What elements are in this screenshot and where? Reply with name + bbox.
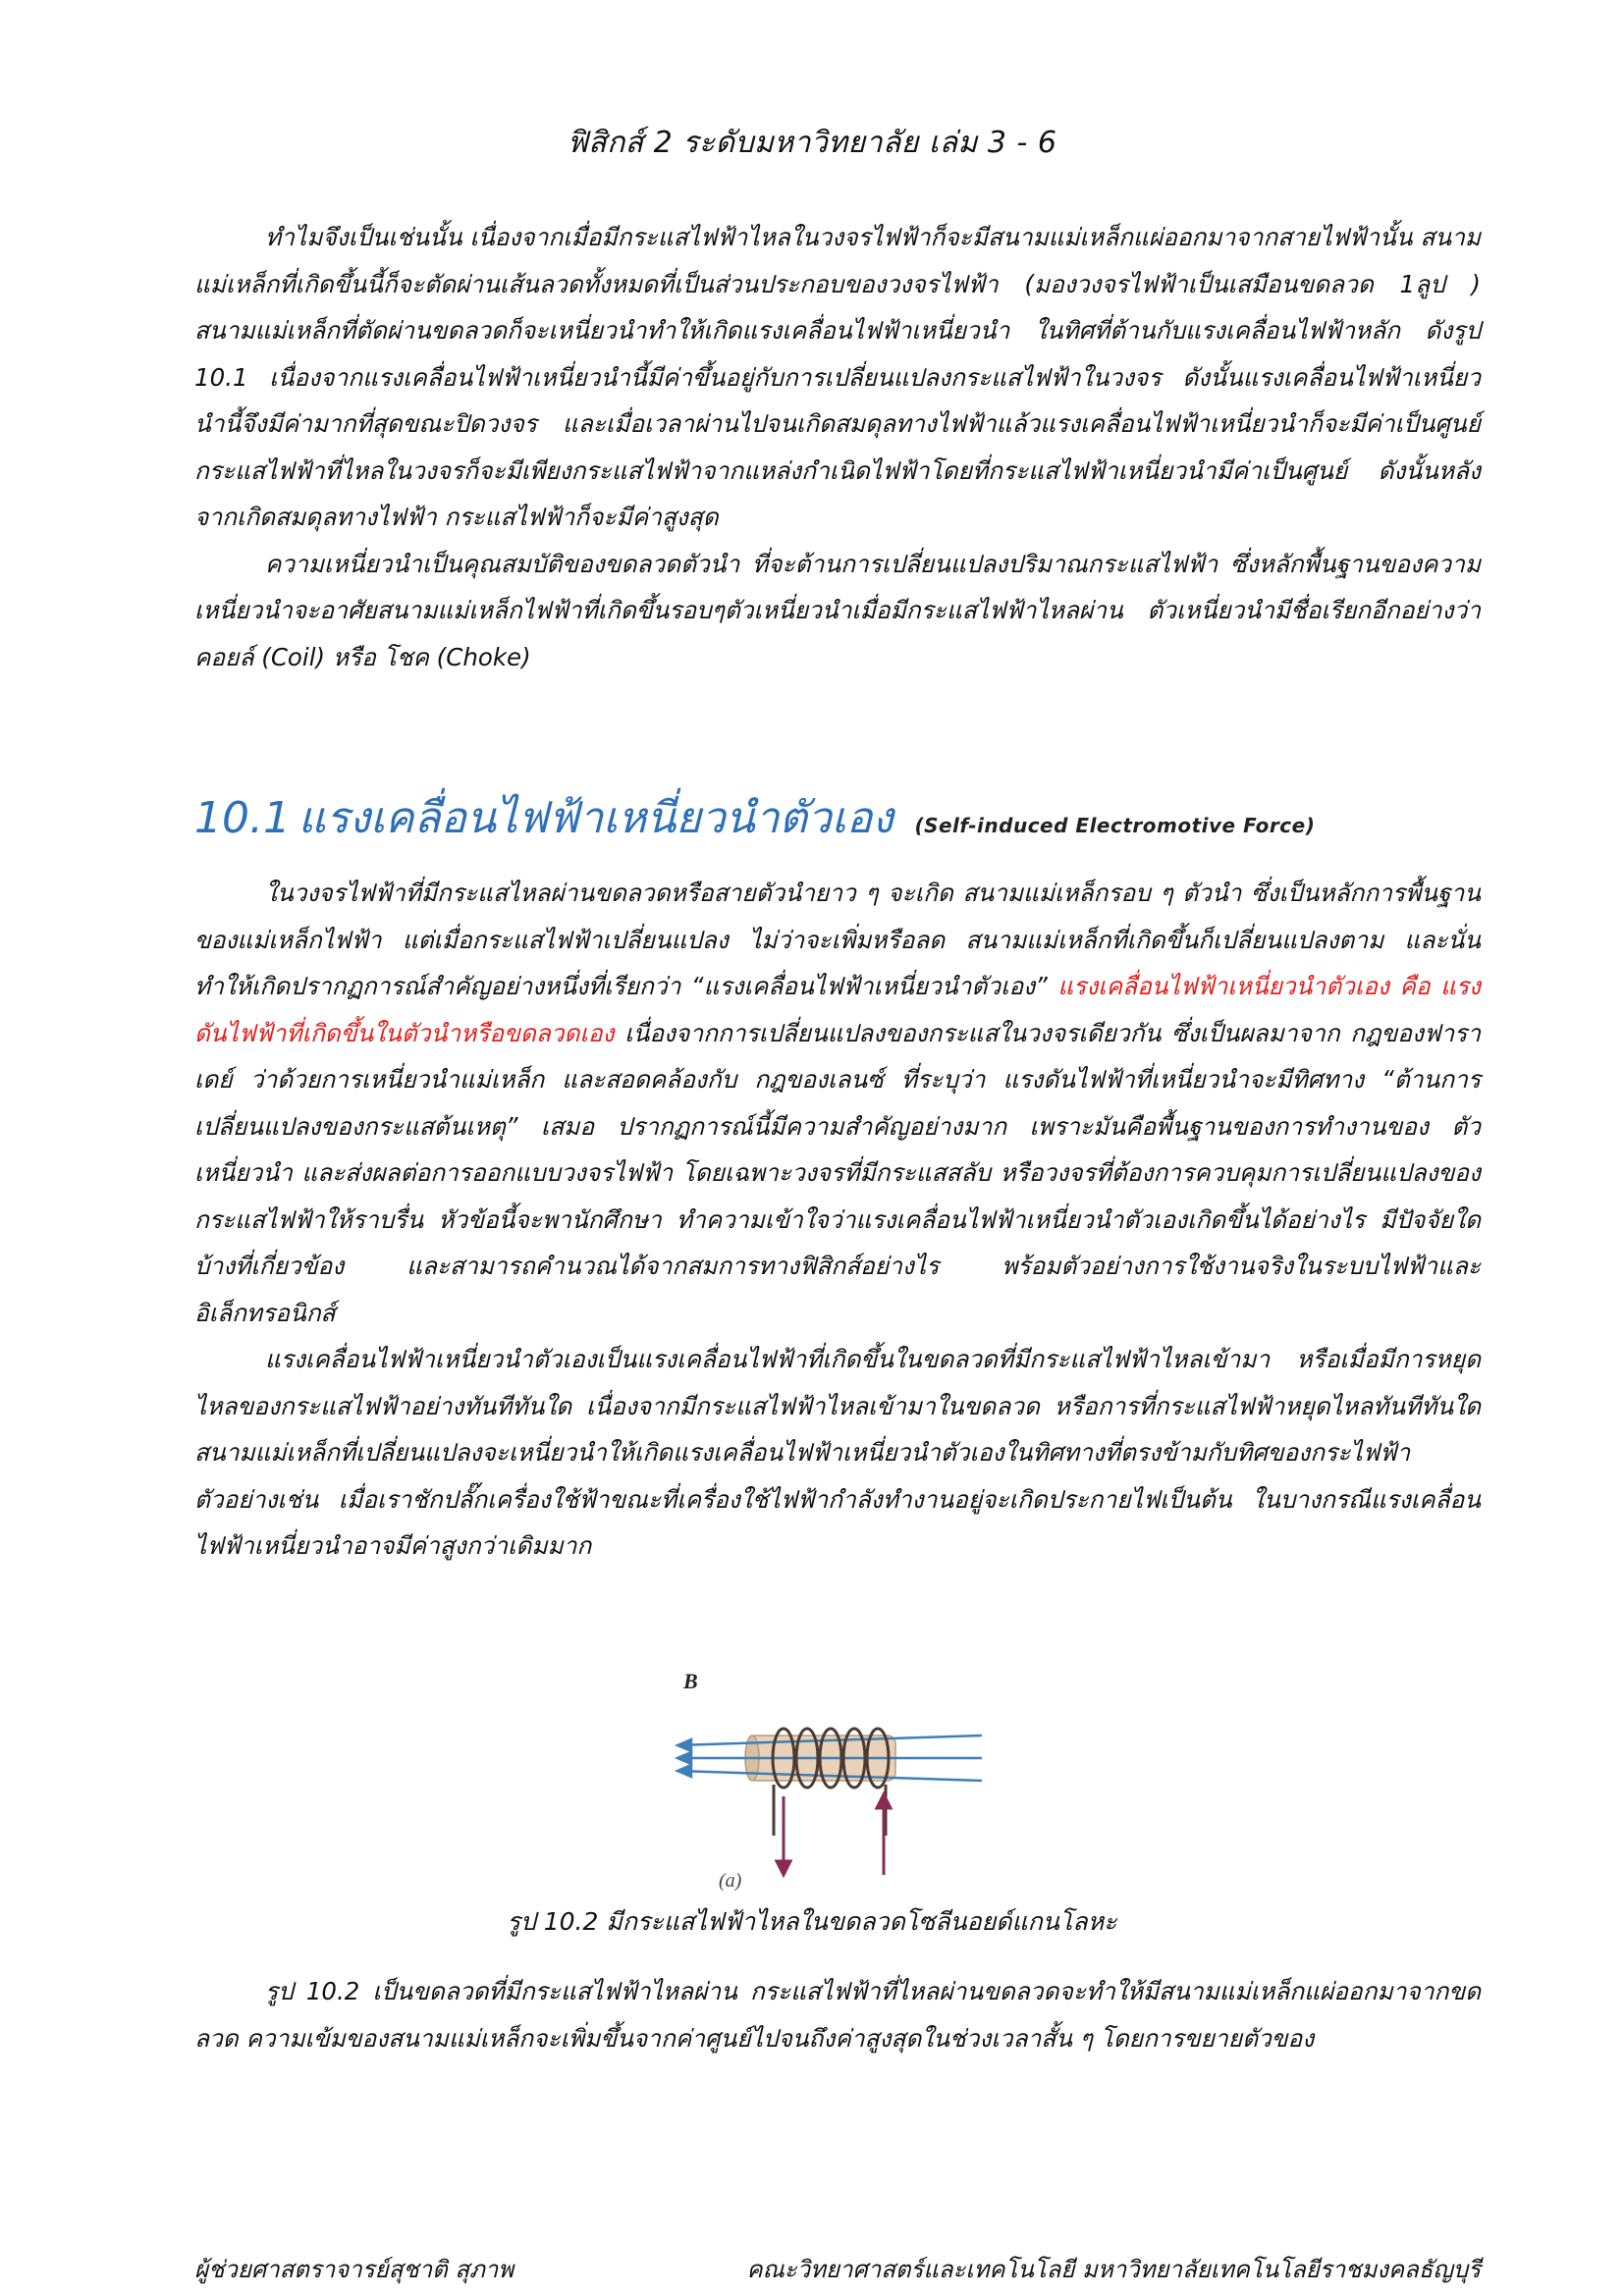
- current-arrows: [777, 1794, 891, 1875]
- body-block: [194, 870, 1481, 1570]
- arrow-left-icon: [677, 1752, 691, 1764]
- section-title: แรงเคลื่อนไฟฟ้าเหนี่ยวนำตัวเอง: [298, 793, 893, 843]
- footer-affiliation: คณะวิทยาศาสตร์และเทคโนโลยี มหาวิทยาลัยเทคโนโลยีราชมงคลธัญบุรี: [746, 2256, 1481, 2283]
- page-footer: [194, 2250, 1481, 2288]
- paragraph-text: ในวงจรไฟฟ้าที่มีกระแสไหลผ่านขดลวดหรือสายตัวนำยาว ๆ จะเกิด สนามแม่เหล็กรอบ ๆ ตัวนำ ซึ่งเป็นหลักการพื้นฐานของแม่เหล็กไฟฟ้า แต่เมื่อกระแสไฟฟ้าเปลี่ยนแปลง ไม่ว่าจะเพิ่มหรือลด สนามแม่เหล็กที่เกิดขึ้นก็เปลี่ยนแปลงตาม และนั่นทำให้เกิดปรากฏการณ์สำคัญอย่างหนึ่งที่เรียกว่า “แรงเคลื่อนไฟฟ้าเหนี่ยวนำตัวเอง”: [194, 879, 1481, 1000]
- paragraph: แรงเคลื่อนไฟฟ้าเหนี่ยวนำตัวเองเป็นแรงเคลื่อนไฟฟ้าที่เกิดขึ้นในขดลวดที่มีกระแสไฟฟ้าไหลเข้ามา หรือเมื่อมีการหยุดไหลของกระแสไฟฟ้าอย่างทันทีทันใด เนื่องจากมีกระแสไฟฟ้าไหลเข้ามาในขดลวด หรือการที่กระแสไฟฟ้าหยุดไหลทันทีทันใด สนามแม่เหล็กที่เปลี่ยนแปลงจะเหนี่ยวนำให้เกิดแรงเคลื่อนไฟฟ้าเหนี่ยวนำตัวเองในทิศทางที่ตรงข้ามกับทิศของกระไฟฟ้า ตัวอย่างเช่น เมื่อเราชักปลั๊กเครื่องใช้ฟ้าขณะที่เครื่องใช้ไฟฟ้ากำลังทำงานอยู่จะเกิดประกายไฟเป็นต้น ในบางกรณีแรงเคลื่อนไฟฟ้าเหนี่ยวนำอาจมีค่าสูงกว่าเดิมมาก: [194, 1345, 1481, 1560]
- arrow-left-icon: [677, 1765, 691, 1777]
- solenoid-figure: [658, 1669, 1051, 1899]
- paragraph: รูป 10.2 เป็นขดลวดที่มีกระแสไฟฟ้าไหลผ่าน กระแสไฟฟ้าที่ไหลผ่านขดลวดจะทำให้มีสนามแม่เหล็กแผ่ออกมาจากขดลวด ความเข้มของสนามแม่เหล็กจะเพิ่มขึ้นจากค่าศูนย์ไปจนถึงค่าสูงสุดในช่วงเวลาสั้น ๆ โดยการขยายตัวของ: [194, 1977, 1481, 2053]
- footer-author: ผู้ช่วยศาสตราจารย์สุชาติ สุภาพ: [194, 2256, 514, 2283]
- figure-label-b: B: [683, 1669, 698, 1693]
- closing-block: [194, 1968, 1481, 2061]
- figure-label-a: (a): [719, 1870, 742, 1892]
- section-subtitle: (Self-induced Electromotive Force): [914, 814, 1316, 837]
- arrow-left-icon: [677, 1739, 691, 1751]
- paragraph-text: เนื่องจากการเปลี่ยนแปลงของกระแสในวงจรเดียวกัน ซึ่งเป็นผลมาจาก กฎของฟาราเดย์ ว่าด้วยการเหนี่ยวนำแม่เหล็ก และสอดคล้องกับ กฎของเลนซ์ ที่ระบุว่า แรงดันไฟฟ้าที่เหนี่ยวนำจะมีทิศทาง “ต้านการเปลี่ยนแปลงของกระแสต้นเหตุ” เสมอ ปรากฏการณ์นี้มีความสำคัญอย่างมาก เพราะมันคือพื้นฐานของการทำงานของ ตัวเหนี่ยวนำ และส่งผลต่อการออกแบบวงจรไฟฟ้า โดยเฉพาะวงจรที่มีกระแสสลับ หรือวงจรที่ต้องการควบคุมการเปลี่ยนแปลงของกระแสไฟฟ้าให้ราบรื่น หัวข้อนี้จะพานักศึกษา ทำความเข้าใจว่าแรงเคลื่อนไฟฟ้าเหนี่ยวนำตัวเองเกิดขึ้นได้อย่างไร มีปัจจัยใดบ้างที่เกี่ยวข้อง และสามารถคำนวณได้จากสมการทางฟิสิกส์อย่างไร พร้อมตัวอย่างการใช้งานจริงในระบบไฟฟ้าและอิเล็กทรอนิกส์: [194, 1018, 1481, 1327]
- paragraph: ความเหนี่ยวนำเป็นคุณสมบัติของขดลวดตัวนำ ที่จะต้านการเปลี่ยนแปลงปริมาณกระแสไฟฟ้า ซึ่งหลักพื้นฐานของความเหนี่ยวนำจะอาศัยสนามแม่เหล็กไฟฟ้าที่เกิดขึ้นรอบๆตัวเหนี่ยวนำเมื่อมีกระแสไฟฟ้าไหลผ่าน ตัวเหนี่ยวนำมีชื่อเรียกอีกอย่างว่า คอยล์ (Coil) หรือ โชค (Choke): [194, 549, 1481, 671]
- paragraph: ทำไมจึงเป็นเช่นนั้น เนื่องจากเมื่อมีกระแสไฟฟ้าไหลในวงจรไฟฟ้าก็จะมีสนามแม่เหล็กแผ่ออกมาจากสายไฟฟ้านั้น สนามแม่เหล็กที่เกิดขึ้นนี้ก็จะตัดผ่านเส้นลวดทั้งหมดที่เป็นส่วนประกอบของวงจรไฟฟ้า (มองวงจรไฟฟ้าเป็นเสมือนขดลวด 1ลูป ) สนามแม่เหล็กที่ตัดผ่านขดลวดก็จะเหนี่ยวนำทำให้เกิดแรงเคลื่อนไฟฟ้าเหนี่ยวนำ ในทิศที่ต้านกับแรงเคลื่อนไฟฟ้าหลัก ดังรูป 10.1 เนื่องจากแรงเคลื่อนไฟฟ้าเหนี่ยวนำนี้มีค่าขึ้นอยู่กับการเปลี่ยนแปลงกระแสไฟฟ้าในวงจร ดังนั้นแรงเคลื่อนไฟฟ้าเหนี่ยวนำนี้จึงมีค่ามากที่สุดขณะปิดวงจร และเมื่อเวลาผ่านไปจนเกิดสมดุลทางไฟฟ้าแล้วแรงเคลื่อนไฟฟ้าเหนี่ยวนำก็จะมีค่าเป็นศูนย์ กระแสไฟฟ้าที่ไหลในวงจรก็จะมีเพียงกระแสไฟฟ้าจากแหล่งกำเนิดไฟฟ้าโดยที่กระแสไฟฟ้าเหนี่ยวนำมีค่าเป็นศูนย์ ดังนั้นหลังจากเกิดสมดุลทางไฟฟ้า กระแสไฟฟ้าก็จะมีค่าสูงสุด: [194, 223, 1481, 531]
- solenoid-diagram: [658, 1669, 1051, 1899]
- arrow-up-icon: [877, 1794, 891, 1808]
- highlighted-definition: แรงเคลื่อนไฟฟ้าเหนี่ยวนำตัวเอง คือ แรงดันไฟฟ้าที่เกิดขึ้นในตัวนำหรือขดลวดเอง: [194, 972, 1481, 1047]
- intro-block: [194, 214, 1481, 680]
- section-heading: [194, 783, 1481, 852]
- running-header: ฟิสิกส์ 2 ระดับมหาวิทยาลัย เล่ม 3 - 6: [567, 126, 1057, 160]
- paragraph: [194, 870, 1481, 1336]
- section-number: 10.1: [194, 793, 291, 843]
- figure-caption: รูป 10.2 มีกระแสไฟฟ้าไหลในขดลวดโซลีนอยด์แกนโลหะ: [507, 1907, 1117, 1936]
- arrow-down-icon: [777, 1861, 790, 1875]
